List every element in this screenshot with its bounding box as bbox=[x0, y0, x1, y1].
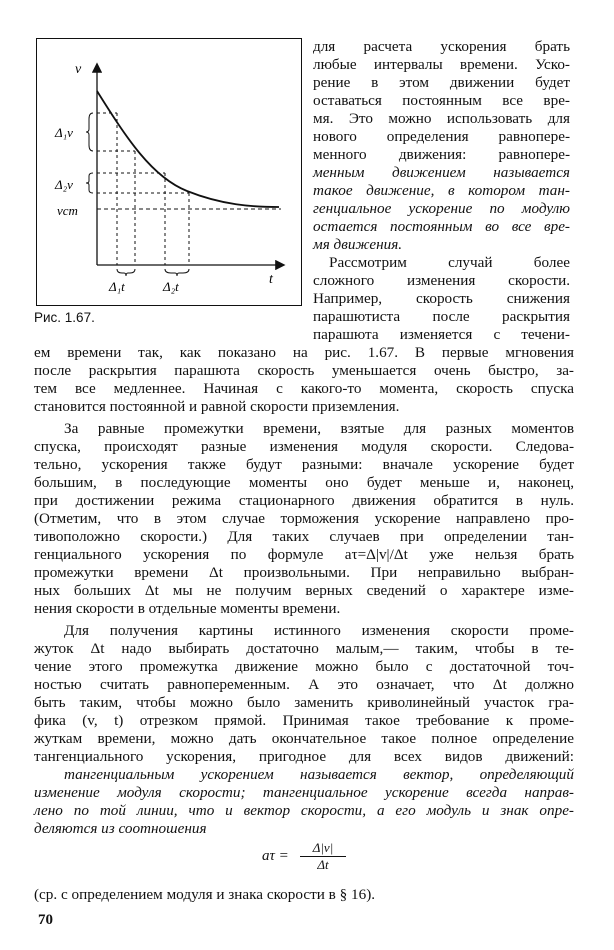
text-line: мя движения. bbox=[313, 236, 403, 253]
text-line: тангенциального ускорения, пригодное для всех видов движений: bbox=[34, 748, 574, 765]
text-line: фика (v, t) отрезком прямой. Принимая такое требование к проме- bbox=[34, 712, 574, 729]
text-line: (Отметим, что в этом случае торможения ускорение направлено про- bbox=[34, 510, 574, 527]
text-line: За равные промежутки времени, взятые для разных моментов bbox=[64, 420, 574, 437]
text-line: тангенциальным ускорением называется вектор, определяющий bbox=[64, 766, 574, 783]
figure-caption: Рис. 1.67. bbox=[34, 310, 95, 325]
formula-denominator: Δt bbox=[317, 857, 329, 872]
text-line: тельно, ускорения также будут разными: вначале ускорение будет bbox=[34, 456, 574, 473]
text-line: менным движением называется bbox=[313, 164, 570, 181]
text-line: парашюта изменяется с течени- bbox=[313, 326, 570, 343]
text-line: нения скорости в отдельные моменты времени. bbox=[34, 600, 341, 617]
text-line: большим, в последующие моменты оно будет меньше и, наконец, bbox=[34, 474, 574, 491]
delta2-t-label: Δ₂t bbox=[163, 279, 179, 294]
text-line: изменение модуля скорости; тангенциальное ускорение всегда направ- bbox=[34, 784, 574, 801]
text-line: Для получения картины истинного изменения скорости проме- bbox=[64, 622, 574, 639]
text-line: тем все медленнее. Начиная с какого-то момента, скорость спуска bbox=[34, 380, 574, 397]
v-steady-label: vст bbox=[57, 203, 78, 218]
delta1-t-label: Δ₁t bbox=[109, 279, 125, 294]
formula-lhs: aτ = bbox=[262, 848, 289, 864]
text-line: такое движение, в котором тан- bbox=[313, 182, 570, 199]
text-line: сложного изменения скорости. bbox=[313, 272, 570, 289]
text-line: парашютиста после раскрытия bbox=[313, 308, 570, 325]
text-line: после раскрытия парашюта скорость уменьшается очень быстро, за- bbox=[34, 362, 574, 379]
text-line: ностью считать равнопеременным. А это означает, что Δt должно bbox=[34, 676, 574, 693]
text-line: менного движения: равнопере- bbox=[313, 146, 570, 163]
text-line: остается постоянным во все вре- bbox=[313, 218, 570, 235]
text-line: тивоположно скорости.) Для таких случаев при определении тан- bbox=[34, 528, 574, 545]
text-line: при достижении режима стационарного движения обратится в нуль. bbox=[34, 492, 574, 509]
text-line: лено по той линии, что и вектор скорости, а его модуль и знак опре- bbox=[34, 802, 574, 819]
text-line: генциального ускорения по формуле aτ=Δ|v|/Δt уже нельзя брать bbox=[34, 546, 574, 563]
text-line: генциальное ускорение по модулю bbox=[313, 200, 570, 217]
text-line: становится постоянной и равной скорости приземления. bbox=[34, 398, 400, 415]
text-line: для расчета ускорения брать bbox=[313, 38, 570, 55]
text-line: чение этого промежутка движение можно было с достаточной точ- bbox=[34, 658, 574, 675]
velocity-curve bbox=[97, 91, 279, 207]
text-line: Рассмотрим случай более bbox=[329, 254, 570, 271]
text-line: нового определения равнопере- bbox=[313, 128, 570, 145]
graph-svg bbox=[37, 39, 303, 307]
text-line: рение в этом движении будет bbox=[313, 74, 570, 91]
text-line: жуток Δt надо выбирать достаточно малым,— таким, чтобы в те- bbox=[34, 640, 574, 657]
text-line: ем времени так, как показано на рис. 1.67. В первые мгновения bbox=[34, 344, 574, 361]
t-axis-label: t bbox=[269, 272, 273, 287]
formula-numerator: Δ|v| bbox=[300, 840, 346, 857]
text-line: мя. Это можно использовать для bbox=[313, 110, 570, 127]
page-number: 70 bbox=[38, 912, 53, 928]
text-line: промежутки времени Δt произвольными. При неправильно выбран- bbox=[34, 564, 574, 581]
figure-velocity-graph bbox=[36, 38, 302, 306]
text-line: быть таким, чтобы можно было заменить криволинейный участок гра- bbox=[34, 694, 574, 711]
text-line: ных больших Δt мы не получим верных сведений о характере изме- bbox=[34, 582, 574, 599]
closing-line: (ср. с определением модуля и знака скорости в § 16). bbox=[34, 886, 376, 903]
text-line: оставаться постоянным все вре- bbox=[313, 92, 570, 109]
text-line: деляются из соотношения bbox=[34, 820, 207, 837]
delta2-v-label: Δ₂v bbox=[55, 177, 73, 192]
text-line: жуткам времени, можно дать окончательное такое полное определение bbox=[34, 730, 574, 747]
formula-fraction bbox=[300, 840, 346, 873]
v-axis-label: v bbox=[75, 62, 82, 77]
text-line: Например, скорость снижения bbox=[313, 290, 570, 307]
delta1-v-label: Δ₁v bbox=[55, 125, 73, 140]
text-line: спуска, происходят разные изменения модуля скорости. Следова- bbox=[34, 438, 574, 455]
text-line: любые интервалы времени. Уско- bbox=[313, 56, 570, 73]
